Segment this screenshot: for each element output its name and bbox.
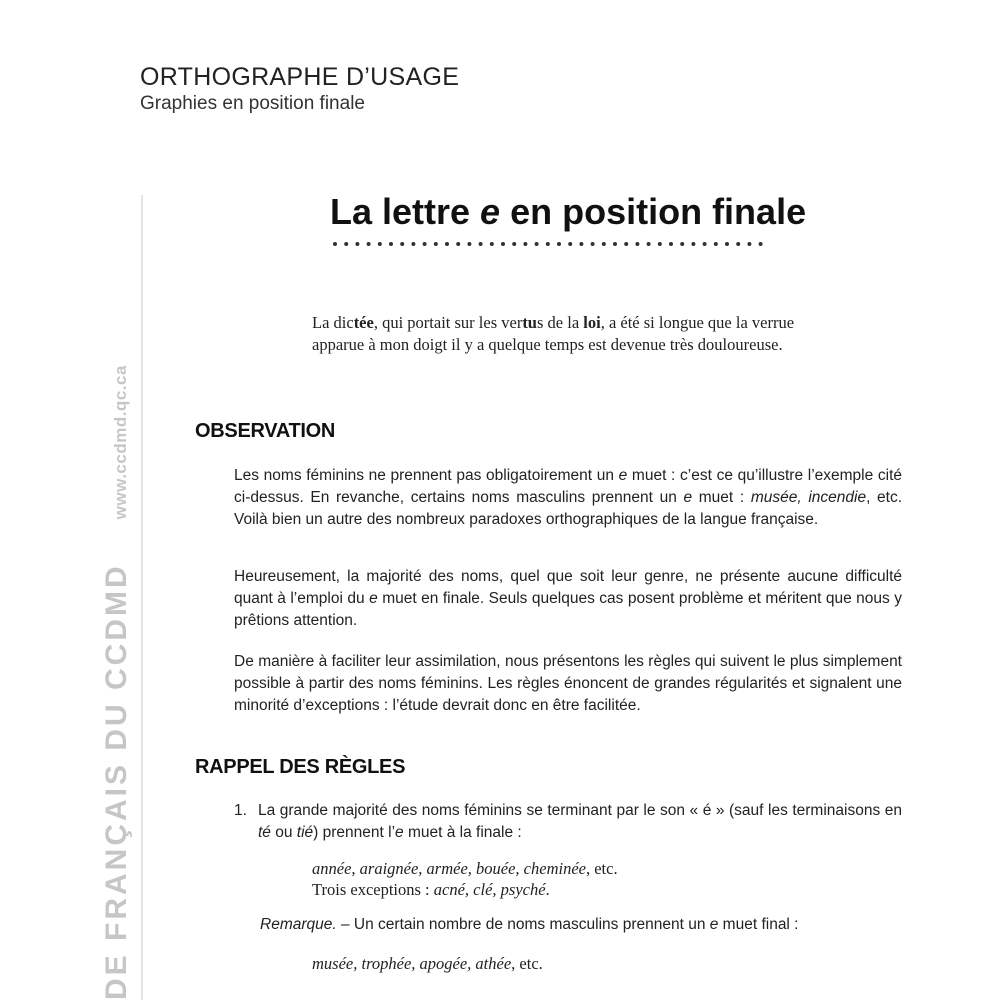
sidebar-brand: DE FRANÇAIS DU CCDMD [100,563,133,1000]
text-run: Heureusement, la majorité des noms, quel que soit leur genre, ne présente aucune difficulté quant à l’emploi du [234,568,902,607]
text-run: muet : [692,489,751,506]
text-run: Trois exceptions : [312,880,434,899]
text-run: , etc. Voilà bien un autre des nombreux paradoxes orthographiques de la langue française. [234,489,902,528]
rule-dot [602,242,606,246]
sidebar-url: www.ccdmd.qc.ca [111,365,130,520]
rule-dot [725,242,729,246]
text-run: muet à la finale : [403,824,522,841]
text-run: Remarque. [260,916,337,933]
text-run: muet en finale. Seuls quelques cas posent problème et méritent que nous y prêtions attention. [234,590,903,629]
rule-dot [557,242,561,246]
header-subtitle: Graphies en position finale [140,93,365,114]
rule-dot [367,242,371,246]
text-run: acné, clé, psyché [433,880,546,899]
text-run: tée [353,313,374,332]
header-title: ORTHOGRAPHE D’USAGE [140,63,460,91]
rule-number: 1. [234,802,247,819]
rule-dot [624,242,628,246]
sidebar-vertical-text [100,365,134,1000]
rule-dot [703,242,707,246]
text-run: loi [583,313,601,332]
text-run: Les noms féminins ne prennent pas obligatoirement un [234,467,619,484]
rule-dot [546,242,550,246]
rule-dot [635,242,639,246]
rule-dot [467,242,471,246]
rule-dot [501,242,505,246]
text-run: – Un certain nombre de noms masculins prennent un [336,916,710,933]
margin-rule [141,195,143,1000]
text-run: e [618,467,628,484]
rule-dot [523,242,527,246]
text-run: , a été si longue que la verrue apparue à mon doigt il y a quelque temps est devenue très douloureuse. [312,313,795,354]
rule-dot [378,242,382,246]
rule-1 [234,800,902,844]
remark-examples [312,953,543,975]
title-dotted-rule [332,240,772,248]
rule-1-text [258,800,902,844]
rule-dot [747,242,751,246]
rule-dot [411,242,415,246]
rule-dot [591,242,595,246]
observation-paragraph-2 [234,566,902,632]
rule-dot [355,242,359,246]
rule-dot [691,242,695,246]
text-run: , qui portait sur les ver [373,313,523,332]
observation-paragraph-1 [234,465,902,531]
section-heading-observation: OBSERVATION [195,420,336,442]
rule-dot [400,242,404,246]
text-run: e [369,590,378,607]
rule-dot [389,242,393,246]
title-letter: e [480,191,501,232]
rule-dot [658,242,662,246]
text-run: musée, trophée, apogée, athée [312,954,512,973]
text-run: té [258,824,271,841]
text-run: tié [296,824,314,841]
rule-dot [333,242,337,246]
rule-dot [680,242,684,246]
rule-dot [512,242,516,246]
rule-dot [647,242,651,246]
rule-1-examples [312,858,618,880]
text-run: e [709,916,719,933]
rule-dot [579,242,583,246]
text-run: e [683,489,693,506]
observation-paragraph-3 [234,651,902,717]
rule-dot [344,242,348,246]
rule-dot [434,242,438,246]
running-header [140,62,459,116]
text-run: année, araignée, armée, bouée, cheminée [312,859,586,878]
text-run: La grande majorité des noms féminins se terminant par le son « é » (sauf les terminaisons en [258,802,902,819]
title-after: en position finale [500,191,807,232]
text-run: muet final : [718,916,799,933]
text-run: muet : c’est ce qu’illustre l’exemple cité ci-dessus. En revanche, certains noms masculins prennent un [234,467,903,506]
text-run: . [545,880,550,899]
text-run: ) prennent l’ [313,824,396,841]
text-run: tu [522,313,537,332]
rule-dot [490,242,494,246]
rule-dot [423,242,427,246]
text-run: La dic [312,313,354,332]
rule-1-exceptions [312,879,550,901]
rule-dot [613,242,617,246]
page-title [330,190,806,234]
text-run: , etc. [511,954,543,973]
rule-dot [669,242,673,246]
rule-dot [714,242,718,246]
rule-dot [759,242,763,246]
rule-dot [535,242,539,246]
text-run: ou [270,824,297,841]
title-before: La lettre [330,191,481,232]
rule-dot [568,242,572,246]
section-heading-rules: RAPPEL DES RÈGLES [195,756,406,778]
rule-dot [479,242,483,246]
text-run: musée, incendie [750,489,867,506]
text-run: s de la [536,313,584,332]
text-run: De manière à faciliter leur assimilation, nous présentons les règles qui suivent le plus simplement possible à partir des noms féminins. Les règles énoncent de grandes régularités et signalent une minorité d’exceptions : l’étude devrait donc en être facilitée. [234,653,902,714]
rule-1-remark [260,914,799,936]
rule-dot [456,242,460,246]
text-run: , etc. [585,859,618,878]
dictation-paragraph [312,312,832,356]
rule-dot [445,242,449,246]
rule-dot [736,242,740,246]
text-run: e [395,824,404,841]
